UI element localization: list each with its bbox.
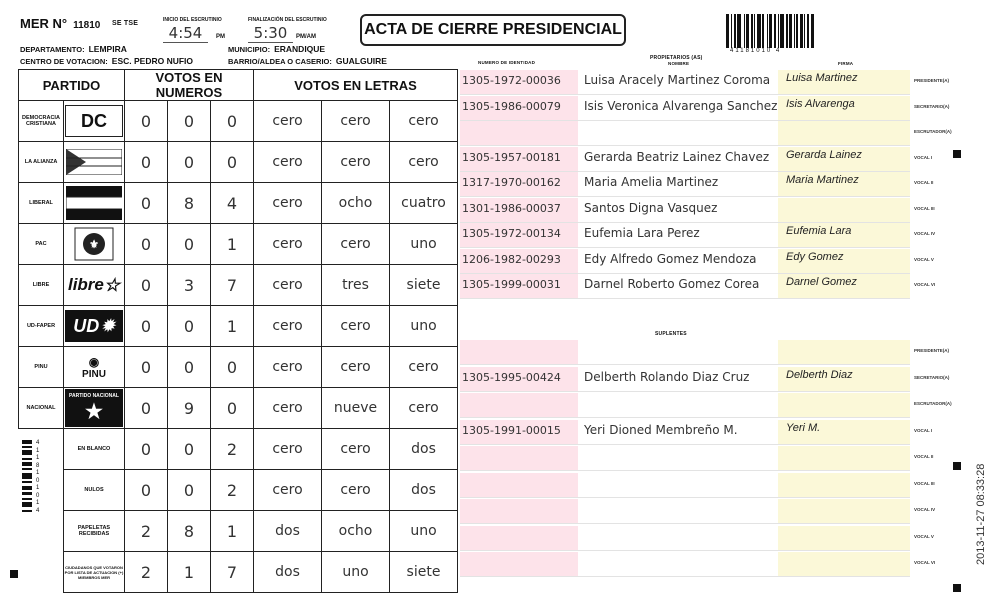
member-name: Gerarda Beatriz Lainez Chavez: [584, 149, 770, 164]
name-cell: [578, 340, 776, 364]
votes-letters: cero: [390, 347, 458, 388]
party-row: [19, 183, 458, 224]
party-logo-cell: [64, 388, 125, 429]
total-row: [19, 470, 458, 511]
total-letters: uno: [390, 511, 458, 552]
role-label: VOCAL I: [914, 427, 933, 433]
votes-letters: uno: [390, 306, 458, 347]
votes-number: 0: [125, 306, 168, 347]
votes-number: 0: [125, 101, 168, 142]
total-letters: cero: [254, 470, 322, 511]
party-name: LIBERAL: [19, 183, 64, 224]
role-label: VOCAL IV: [914, 231, 936, 236]
id-cell: [460, 70, 578, 94]
id-cell: [460, 96, 578, 120]
signature-cell: [778, 198, 910, 222]
total-letters: ocho: [322, 511, 390, 552]
member-row: [460, 198, 910, 223]
votes-number: 0: [168, 224, 211, 265]
votes-letters: cero: [254, 183, 322, 224]
id-number: 1206-1982-00293: [462, 252, 561, 266]
votes-letters: cero: [254, 101, 322, 142]
signature-cell: [778, 393, 910, 417]
member-row: [460, 147, 910, 172]
dc-logo: DC: [65, 105, 123, 137]
votes-number: 0: [168, 101, 211, 142]
name-cell: [578, 367, 776, 391]
party-row: [19, 306, 458, 347]
total-number: 7: [211, 552, 254, 593]
signature-cell: [778, 552, 910, 576]
signature: Isis Alvarenga: [786, 97, 855, 110]
signature-cell: [778, 96, 910, 120]
col-nombre: NOMBRE: [668, 61, 690, 66]
party-row: [19, 388, 458, 429]
party-name: LIBRE: [19, 265, 64, 306]
signature-cell: [778, 70, 910, 94]
id-number: 1305-1972-00036: [462, 74, 561, 87]
votes-number: 4: [211, 183, 254, 224]
liberal-flag-icon: [66, 188, 122, 218]
total-label: NULOS: [64, 470, 125, 511]
votes-letters: uno: [390, 224, 458, 265]
votes-letters: cero: [322, 224, 390, 265]
barcode: [726, 14, 826, 48]
votes-letters: cero: [322, 347, 390, 388]
member-row: [460, 274, 910, 299]
votes-letters: cuatro: [390, 183, 458, 224]
role-label: SECRETARIO(A): [914, 103, 950, 109]
id-number: 1305-1999-00031: [462, 278, 561, 291]
member-row: [460, 473, 910, 498]
total-label: CIUDADANOS QUE VOTARON POR LISTA DE ACTUACION (+) MIEMBROS MER: [64, 552, 125, 593]
fin-label: FINALIZACIÓN DEL ESCRUTINIO: [248, 17, 327, 23]
votes-number: 0: [125, 265, 168, 306]
signature-cell: [778, 249, 910, 273]
total-number: 8: [168, 511, 211, 552]
name-cell: [578, 473, 776, 497]
signature-cell: [778, 420, 910, 444]
member-name: Darnel Roberto Gomez Corea: [584, 277, 760, 291]
col-propietarios: PROPIETARIOS (AS): [650, 55, 703, 61]
votes-letters: cero: [322, 306, 390, 347]
side-barcode: [22, 440, 32, 540]
total-number: 1: [211, 511, 254, 552]
pac-logo-icon: [66, 229, 122, 259]
signature-cell: [778, 147, 910, 171]
total-letters: cero: [254, 429, 322, 470]
signature: Gerarda Lainez: [786, 148, 862, 161]
name-cell: [578, 420, 776, 444]
votes-letters: cero: [390, 388, 458, 429]
votes-letters: cero: [254, 142, 322, 183]
municipio: MUNICIPIO: ERANDIQUE: [228, 44, 326, 54]
id-cell: [460, 367, 578, 391]
member-row: [460, 340, 910, 365]
tse-logo: SE TSE: [112, 20, 139, 27]
suplentes-label: SUPLENTES: [655, 331, 687, 337]
party-logo-cell: [64, 101, 125, 142]
signature: Yeri M.: [786, 421, 821, 434]
name-cell: [578, 446, 776, 470]
party-name: PINU: [19, 347, 64, 388]
votes-number: 0: [211, 101, 254, 142]
votes-number: 0: [125, 142, 168, 183]
total-row: [19, 511, 458, 552]
member-name: Santos Digna Vasquez: [584, 200, 718, 215]
centro-votacion: CENTRO DE VOTACION: ESC. PEDRO NUFIO: [20, 56, 194, 66]
role-label: SECRETARIO(A): [914, 374, 950, 380]
side-code: 4118101014: [36, 440, 40, 514]
party-logo-cell: [64, 265, 125, 306]
fin-time: 5:30: [248, 24, 293, 43]
total-row: [19, 552, 458, 593]
id-cell: [460, 223, 578, 247]
nacional-logo: PARTIDO NACIONAL ★: [65, 389, 123, 427]
votes-letters: nueve: [322, 388, 390, 429]
name-cell: [578, 552, 776, 576]
votes-letters: cero: [254, 265, 322, 306]
name-cell: [578, 96, 776, 120]
votes-number: 1: [211, 306, 254, 347]
id-cell: [460, 552, 578, 576]
total-number: 1: [168, 552, 211, 593]
votes-number: 0: [168, 347, 211, 388]
votes-letters: cero: [254, 224, 322, 265]
member-row: [460, 121, 910, 146]
id-cell: [460, 147, 578, 171]
col-letras: VOTOS EN LETRAS: [254, 70, 458, 101]
departamento: DEPARTAMENTO: LEMPIRA: [20, 44, 127, 54]
ud-logo: UD ✹: [65, 310, 123, 342]
id-cell: [460, 198, 578, 222]
signature-cell: [778, 499, 910, 523]
votes-number: 0: [125, 183, 168, 224]
id-number: 1305-1991-00015: [462, 423, 561, 437]
role-label: VOCAL V: [914, 533, 934, 539]
member-name: Yeri Dioned Membreño M.: [584, 422, 738, 437]
name-cell: [578, 70, 776, 94]
role-label: VOCAL I: [914, 154, 933, 160]
total-number: 0: [168, 429, 211, 470]
role-label: PRESIDENTE(A): [914, 348, 950, 353]
votes-number: 0: [211, 347, 254, 388]
signature-cell: [778, 274, 910, 298]
total-number: 2: [125, 552, 168, 593]
member-name: Luisa Aracely Martinez Coroma: [584, 73, 771, 87]
id-cell: [460, 340, 578, 364]
party-name: DEMOCRACIA CRISTIANA: [19, 101, 64, 142]
votes-number: 0: [125, 388, 168, 429]
id-cell: [460, 172, 578, 196]
party-name: NACIONAL: [19, 388, 64, 429]
votes-letters: cero: [254, 388, 322, 429]
inicio-label: INICIO DEL ESCRUTINIO: [163, 17, 222, 23]
signature-cell: [778, 340, 910, 364]
id-number: 1305-1972-00134: [462, 227, 561, 240]
role-label: VOCAL V: [914, 256, 934, 262]
total-number: 2: [125, 511, 168, 552]
member-row: [460, 393, 910, 418]
votes-number: 0: [168, 306, 211, 347]
party-name: PAC: [19, 224, 64, 265]
name-cell: [578, 121, 776, 145]
id-number: 1317-1970-00162: [462, 176, 561, 189]
scan-timestamp: 2013-11-27 08:33:28: [975, 463, 987, 565]
votes-number: 7: [211, 265, 254, 306]
role-label: VOCAL II: [914, 180, 934, 185]
signature-cell: [778, 367, 910, 391]
name-cell: [578, 274, 776, 298]
name-cell: [578, 147, 776, 171]
total-letters: dos: [254, 552, 322, 593]
id-number: 1305-1995-00424: [462, 370, 561, 384]
role-label: ESCRUTADOR(A): [914, 401, 952, 406]
total-letters: dos: [254, 511, 322, 552]
member-name: Eufemia Lara Perez: [584, 226, 700, 240]
party-logo-cell: [64, 347, 125, 388]
total-letters: dos: [390, 429, 458, 470]
id-number: 1301-1986-00037: [462, 201, 561, 215]
signature: Luisa Martinez: [786, 72, 858, 84]
party-name: LA ALIANZA: [19, 142, 64, 183]
votes-letters: ocho: [322, 183, 390, 224]
party-logo-cell: [64, 224, 125, 265]
votes-letters: tres: [322, 265, 390, 306]
role-label: VOCAL VI: [914, 282, 936, 287]
col-numeros: VOTOS EN NUMEROS: [125, 70, 254, 101]
party-name: UD-FAPER: [19, 306, 64, 347]
name-cell: [578, 499, 776, 523]
role-label: VOCAL II: [914, 454, 934, 459]
signature-cell: [778, 223, 910, 247]
role-label: ESCRUTADOR(A): [914, 129, 952, 134]
member-row: [460, 96, 910, 121]
document-title: ACTA DE CIERRE PRESIDENCIAL: [360, 14, 626, 46]
total-number: 2: [211, 429, 254, 470]
votes-letters: cero: [254, 306, 322, 347]
total-label: PAPELETAS RECIBIDAS: [64, 511, 125, 552]
votes-number: 0: [168, 142, 211, 183]
svg-text:⚜: ⚜: [89, 239, 99, 251]
col-firma: FIRMA: [838, 61, 854, 66]
name-cell: [578, 198, 776, 222]
member-row: [460, 70, 910, 95]
votes-letters: siete: [390, 265, 458, 306]
total-number: 0: [168, 470, 211, 511]
member-name: Maria Amelia Martinez: [584, 175, 719, 189]
votes-number: 8: [168, 183, 211, 224]
total-letters: cero: [322, 429, 390, 470]
id-number: 1305-1986-00079: [462, 99, 561, 113]
votes-number: 0: [125, 224, 168, 265]
party-row: [19, 101, 458, 142]
member-name: Delberth Rolando Diaz Cruz: [584, 369, 750, 384]
col-partido: PARTIDO: [19, 70, 125, 101]
signature: Edy Gomez: [786, 250, 844, 263]
member-row: [460, 499, 910, 524]
inicio-time: 4:54: [163, 24, 208, 43]
party-row: [19, 265, 458, 306]
barrio: BARRIO/ALDEA O CASERIO: GUALGUIRE: [228, 56, 387, 66]
name-cell: [578, 393, 776, 417]
votes-number: 1: [211, 224, 254, 265]
mer-number: MER N° 11810: [20, 16, 101, 31]
member-row: [460, 172, 910, 197]
id-number: 1305-1957-00181: [462, 150, 561, 164]
total-number: 0: [125, 470, 168, 511]
role-label: VOCAL III: [914, 480, 935, 486]
total-label: EN BLANCO: [64, 429, 125, 470]
party-logo-cell: [64, 142, 125, 183]
signature: Delberth Diaz: [786, 368, 853, 381]
signature-cell: [778, 473, 910, 497]
votes-table: [18, 69, 458, 593]
votes-number: 0: [125, 347, 168, 388]
signature: Eufemia Lara: [786, 225, 852, 237]
signature-cell: [778, 446, 910, 470]
role-label: VOCAL VI: [914, 560, 936, 565]
votes-number: 0: [211, 142, 254, 183]
member-row: [460, 223, 910, 248]
signature-cell: [778, 121, 910, 145]
total-number: 2: [211, 470, 254, 511]
votes-letters: cero: [254, 347, 322, 388]
role-label: VOCAL III: [914, 205, 935, 211]
total-letters: siete: [390, 552, 458, 593]
role-label: VOCAL IV: [914, 507, 936, 512]
id-cell: [460, 121, 578, 145]
member-name: Edy Alfredo Gomez Mendoza: [584, 251, 757, 266]
total-row: [19, 429, 458, 470]
signature: Darnel Gomez: [786, 276, 857, 288]
votes-letters: cero: [322, 142, 390, 183]
votes-letters: cero: [322, 101, 390, 142]
id-cell: [460, 526, 578, 550]
votes-letters: cero: [390, 142, 458, 183]
party-logo-cell: [64, 306, 125, 347]
registration-mark: [953, 584, 961, 592]
votes-letters: cero: [390, 101, 458, 142]
name-cell: [578, 172, 776, 196]
id-cell: [460, 446, 578, 470]
votes-number: 9: [168, 388, 211, 429]
registration-mark: [10, 570, 18, 578]
party-row: [19, 142, 458, 183]
fin-unit: PM/AM: [296, 34, 316, 40]
alianza-flag-icon: [66, 147, 122, 177]
name-cell: [578, 526, 776, 550]
member-name: Isis Veronica Alvarenga Sanchez: [584, 98, 778, 113]
total-number: 0: [125, 429, 168, 470]
total-letters: dos: [390, 470, 458, 511]
registration-mark: [953, 462, 961, 470]
signature-cell: [778, 172, 910, 196]
member-row: [460, 552, 910, 577]
barcode-text: 41181010 4: [730, 48, 782, 54]
votes-number: 3: [168, 265, 211, 306]
name-cell: [578, 223, 776, 247]
member-row: [460, 526, 910, 551]
signature-cell: [778, 526, 910, 550]
pinu-logo: ◉ PINU: [82, 354, 106, 380]
role-label: PRESIDENTE(A): [914, 78, 950, 83]
inicio-unit: PM: [216, 34, 225, 40]
member-row: [460, 367, 910, 392]
name-cell: [578, 249, 776, 273]
id-cell: [460, 499, 578, 523]
id-cell: [460, 473, 578, 497]
registration-mark: [953, 150, 961, 158]
member-row: [460, 446, 910, 471]
id-cell: [460, 274, 578, 298]
libre-logo: libre ☆: [67, 274, 121, 295]
signature: Maria Martinez: [786, 174, 859, 186]
party-row: [19, 347, 458, 388]
id-cell: [460, 393, 578, 417]
total-letters: cero: [322, 470, 390, 511]
member-row: [460, 420, 910, 445]
id-cell: [460, 420, 578, 444]
party-row: [19, 224, 458, 265]
member-row: [460, 249, 910, 274]
total-letters: uno: [322, 552, 390, 593]
id-cell: [460, 249, 578, 273]
col-identidad: NUMERO DE IDENTIDAD: [478, 60, 536, 65]
votes-number: 0: [211, 388, 254, 429]
party-logo-cell: [64, 183, 125, 224]
